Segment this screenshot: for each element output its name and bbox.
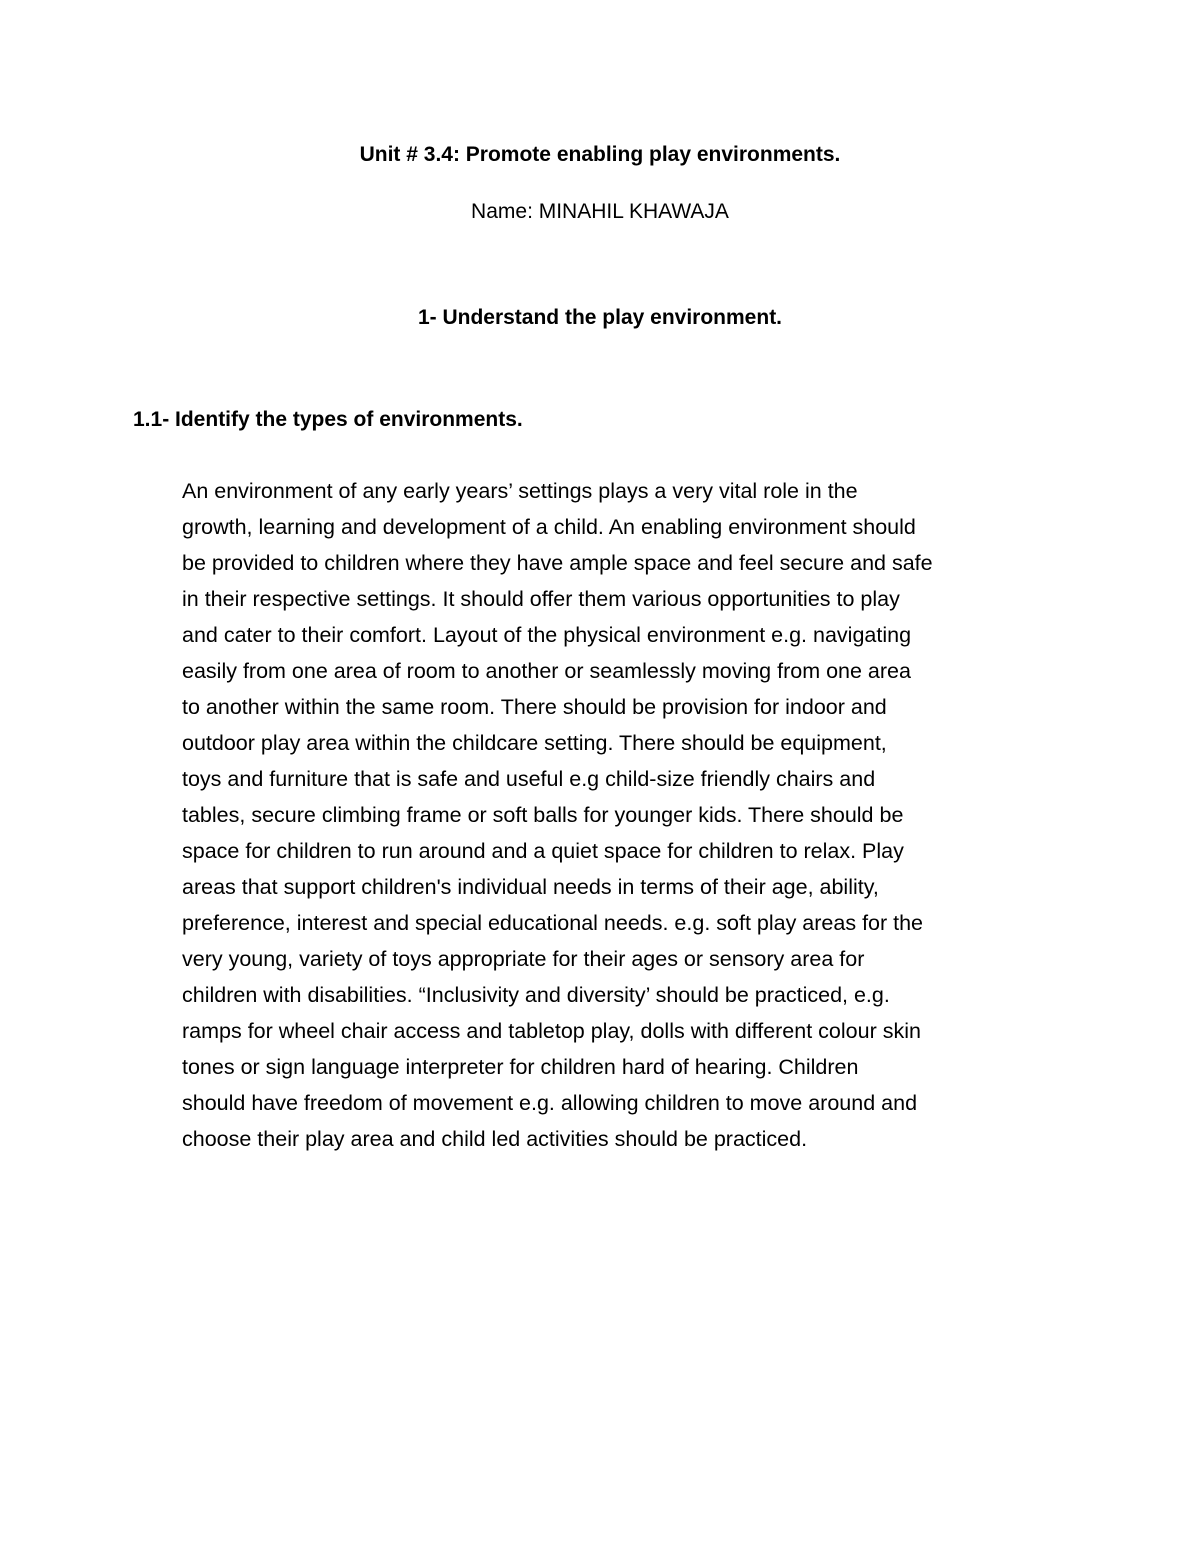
paragraph-line: choose their play area and child led activities should be practiced. xyxy=(182,1127,808,1151)
document-title: Unit # 3.4: Promote enabling play environments. xyxy=(359,143,841,166)
paragraph-line: toys and furniture that is safe and useful e.g child-size friendly chairs and xyxy=(182,767,876,791)
paragraph-line: children with disabilities. “Inclusivity and diversity’ should be practiced, e.g. xyxy=(182,983,890,1007)
paragraph-line: space for children to run around and a quiet space for children to relax. Play xyxy=(182,839,904,863)
paragraph-line: outdoor play area within the childcare setting. There should be equipment, xyxy=(182,731,887,755)
paragraph-line: and cater to their comfort. Layout of the physical environment e.g. navigating xyxy=(182,623,912,647)
paragraph-line: ramps for wheel chair access and tabletop play, dolls with different colour skin xyxy=(182,1019,921,1043)
paragraph-line: An environment of any early years’ settings plays a very vital role in the xyxy=(182,479,858,503)
paragraph-line: tones or sign language interpreter for children hard of hearing. Children xyxy=(182,1055,859,1079)
body-paragraph xyxy=(182,473,933,1157)
section-heading: 1- Understand the play environment. xyxy=(417,306,783,329)
subsection-heading: 1.1- Identify the types of environments. xyxy=(133,408,523,431)
paragraph-line: areas that support children's individual needs in terms of their age, ability, xyxy=(182,875,879,899)
paragraph-line: tables, secure climbing frame or soft balls for younger kids. There should be xyxy=(182,803,904,827)
paragraph-line: in their respective settings. It should offer them various opportunities to play xyxy=(182,587,900,611)
paragraph-line: easily from one area of room to another or seamlessly moving from one area xyxy=(182,659,911,683)
paragraph-line: very young, variety of toys appropriate for their ages or sensory area for xyxy=(182,947,865,971)
paragraph-line: growth, learning and development of a child. An enabling environment should xyxy=(182,515,916,539)
student-name: Name: MINAHIL KHAWAJA xyxy=(471,200,729,223)
paragraph-line: be provided to children where they have ample space and feel secure and safe xyxy=(182,551,933,575)
paragraph-line: should have freedom of movement e.g. allowing children to move around and xyxy=(182,1091,918,1115)
paragraph-line: to another within the same room. There should be provision for indoor and xyxy=(182,695,887,719)
paragraph-line: preference, interest and special educational needs. e.g. soft play areas for the xyxy=(182,911,924,935)
